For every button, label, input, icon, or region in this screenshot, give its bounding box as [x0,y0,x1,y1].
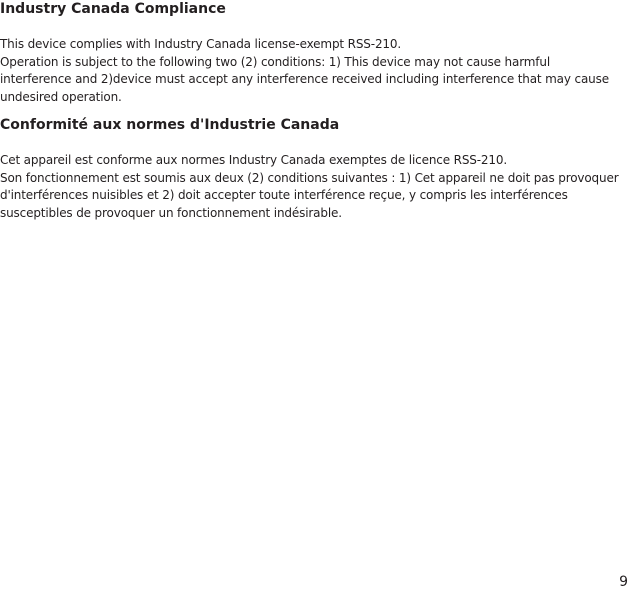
french-heading: Conformité aux normes d'Industrie Canada [0,117,340,133]
english-line: undesired operation. [0,89,122,104]
english-line: Operation is subject to the following two (2) conditions: 1) This device may not cause harmful [0,54,551,69]
french-line: Son fonctionnement est soumis aux deux (2) conditions suivantes : 1) Cet appareil ne doit pas provoquer [0,170,619,185]
french-line: susceptibles de provoquer un fonctionnement indésirable. [0,205,342,220]
french-line: d'interférences nuisibles et 2) doit accepter toute interférence reçue, y compris les interférences [0,188,568,202]
english-line: This device complies with Industry Canada license-exempt RSS-210. [0,37,402,51]
french-line: Cet appareil est conforme aux normes Industry Canada exemptes de licence RSS-210. [0,153,508,167]
page-number: 9 [619,574,628,590]
english-line: interference and 2)device must accept any interference received including interference that may cause [0,72,609,86]
english-heading: Industry Canada Compliance [0,1,226,17]
english-paragraph [0,36,632,106]
french-paragraph [0,152,632,222]
english-compliance-section [0,0,632,106]
french-compliance-section [0,116,632,222]
